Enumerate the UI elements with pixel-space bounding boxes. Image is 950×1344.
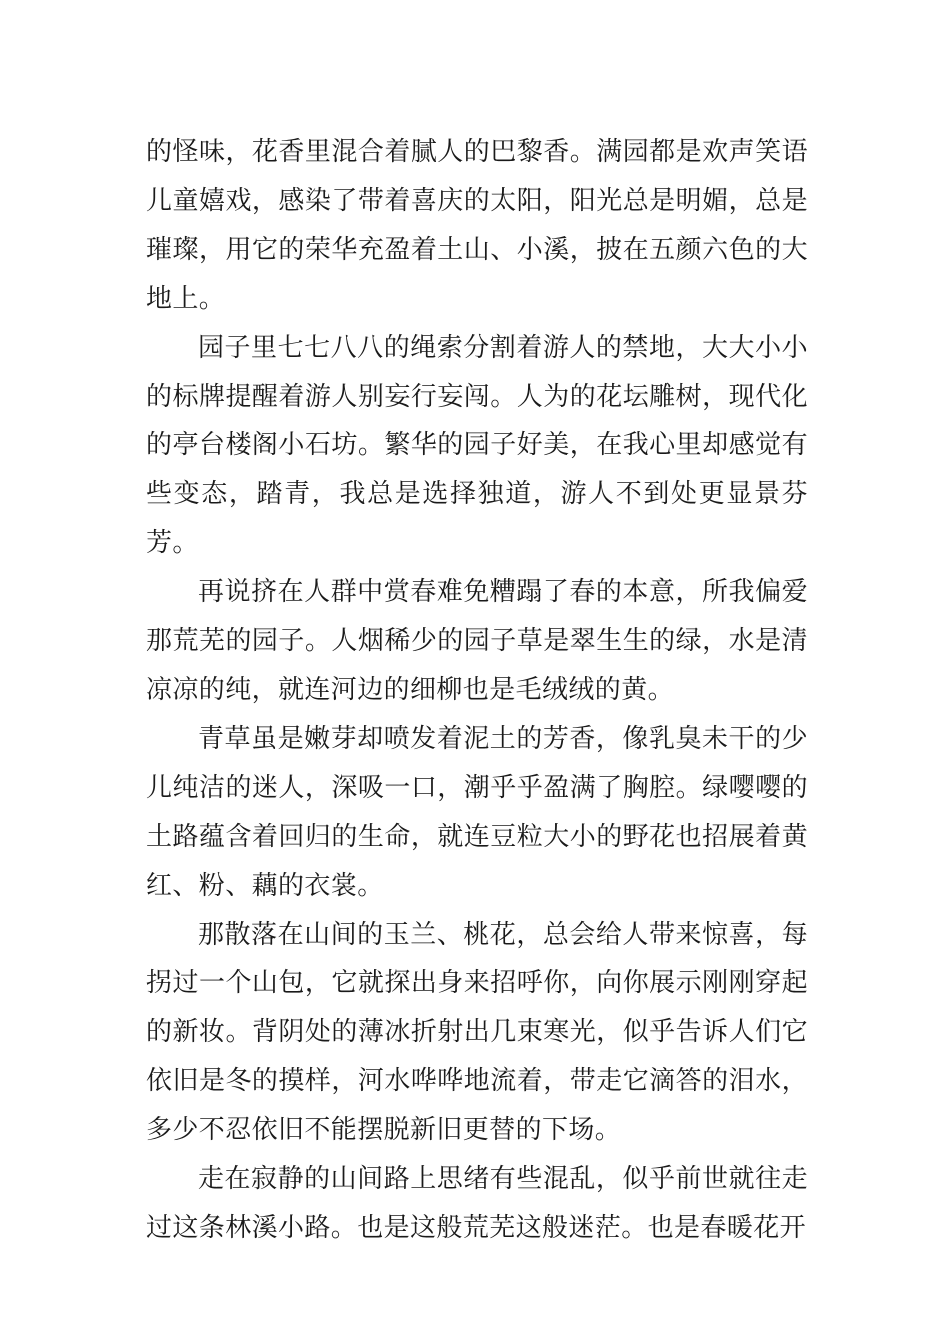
paragraph-6: 走在寂静的山间路上思绪有些混乱，似乎前世就往走过这条林溪小路。也是这般荒芜这般迷茫。也是春暖花开 xyxy=(146,1164,808,1243)
paragraph-1: 的怪味，花香里混合着腻人的巴黎香。满园都是欢声笑语儿童嬉戏，感染了带着喜庆的太阳，阳光总是明媚，总是璀璨，用它的荣华充盈着土山、小溪，披在五颜六色的大地上。 xyxy=(146,137,808,314)
paragraph-2: 园子里七七八八的绳索分割着游人的禁地，大大小小的标牌提醒着游人别妄行妄闯。人为的花坛雕树，现代化的亭台楼阁小石坊。繁华的园子好美，在我心里却感觉有些变态，踏青，我总是选择独道，游人不到处更显景芬芳。 xyxy=(146,332,808,559)
paragraph-5: 那散落在山间的玉兰、桃花，总会给人带来惊喜，每拐过一个山包，它就探出身来招呼你，向你展示刚刚穿起的新妆。背阴处的薄冰折射出几束寒光，似乎告诉人们它依旧是冬的摸样，河水哗哗地流着，带走它滴答的泪水，多少不忍依旧不能摆脱新旧更替的下场。 xyxy=(146,919,808,1146)
paragraph-4: 青草虽是嫩芽却喷发着泥土的芳香，像乳臭未干的少儿纯洁的迷人，深吸一口，潮乎乎盈满了胸腔。绿嘤嘤的土路蕴含着回归的生命，就连豆粒大小的野花也招展着黄红、粉、藕的衣裳。 xyxy=(146,723,808,901)
body-text xyxy=(146,128,808,1253)
paragraph-3: 再说挤在人群中赏春难免糟蹋了春的本意，所我偏爱那荒芜的园子。人烟稀少的园子草是翠生生的绿，水是清凉凉的纯，就连河边的细柳也是毛绒绒的黄。 xyxy=(146,577,808,705)
